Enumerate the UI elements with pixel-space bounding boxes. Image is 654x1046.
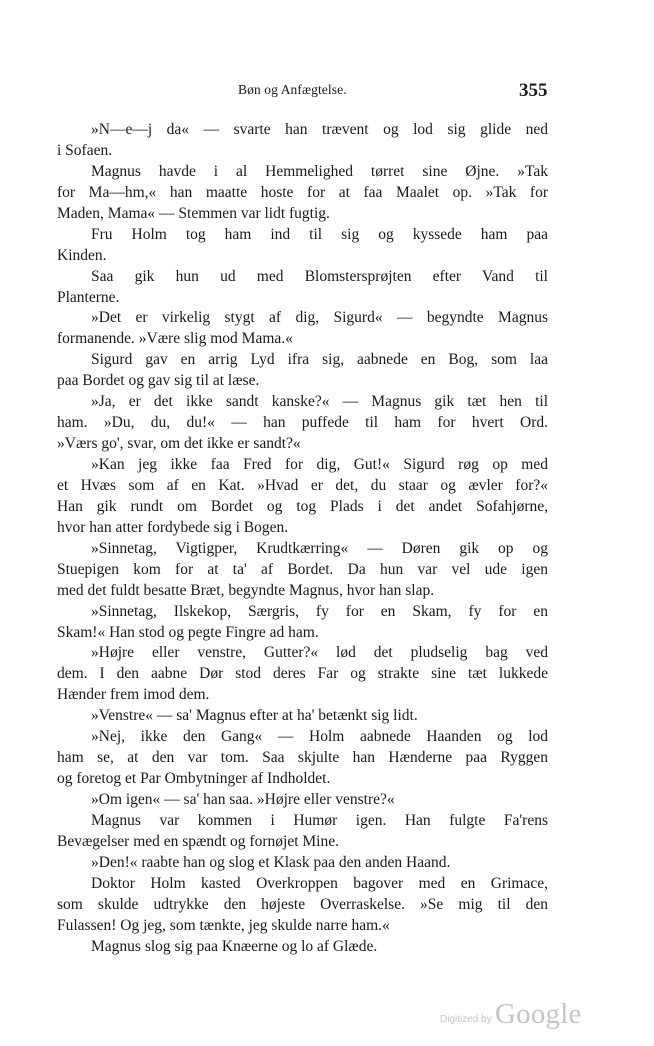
text-line: med det fuldt besatte Bræt, begyndte Magnus, hvor han slap. (57, 581, 435, 599)
text-line: hvor han atter fordybede sig i Bogen. (57, 518, 289, 536)
text-line: Sigurd gav en arrig Lyd ifra sig, aabnede en Bog, som laa (91, 351, 548, 369)
text-line: Planterne. (57, 288, 120, 306)
page-number: 355 (519, 80, 548, 101)
text-line: Fru Holm tog ham ind til sig og kyssede ham paa (91, 225, 548, 243)
text-line: Hænder frem imod dem. (57, 686, 210, 704)
text-line: Doktor Holm kasted Overkroppen bagover med en Grimace, (91, 874, 548, 892)
text-line: »Om igen« — sa' han saa. »Højre eller venstre?« (91, 791, 395, 808)
text-line: »Den!« raabte han og slog et Klask paa den anden Haand. (91, 853, 451, 871)
watermark-prefix: Digitized by (440, 1014, 492, 1025)
text-line: Skam!« Han stod og pegte Fingre ad ham. (57, 623, 319, 641)
text-line: Maden, Mama« — Stemmen var lidt fugtig. (57, 204, 330, 222)
page-header (0, 80, 654, 104)
text-line: »Sinnetag, Ilskekop, Særgris, fy for en Skam, fy for en (91, 602, 548, 620)
text-line: Magnus havde i al Hemmelighed tørret sine Øjne. »Tak (91, 162, 548, 180)
text-line: »N—e—j da« — svarte han trævent og lod sig glide ned (91, 121, 548, 138)
text-line: for Ma—hm,« han maatte hoste for at faa Maalet op. »Tak for (57, 183, 548, 201)
text-line: ham. »Du, du, du!« — han puffede til ham for hvert Ord. (57, 414, 548, 432)
text-line: »Venstre« — sa' Magnus efter at ha' betænkt sig lidt. (91, 707, 418, 725)
text-line: »Ja, er det ikke sandt kanske?« — Magnus gik tæt hen til (91, 393, 548, 411)
text-line: formanende. »Være slig mod Mama.« (57, 330, 293, 348)
text-line: Han gik rundt om Bordet og tog Plads i det andet Sofahjørne, (57, 497, 548, 515)
text-line: Kinden. (57, 246, 107, 264)
text-line: Bevægelser med en spændt og fornøjet Mine. (57, 832, 339, 850)
text-line: Saa gik hun ud med Blomstersprøjten efter Vand til (91, 267, 548, 285)
text-line: dem. I den aabne Dør stod deres Far og strakte sine tæt lukkede (57, 665, 548, 683)
text-line: paa Bordet og gav sig til at læse. (57, 372, 260, 390)
digitized-watermark (440, 998, 580, 1034)
text-line: »Højre eller venstre, Gutter?« lød det pludselig bag ved (91, 644, 548, 662)
text-line: »Kan jeg ikke faa Fred for dig, Gut!« Sigurd røg op med (91, 456, 548, 473)
text-line: som skulde udtrykke den højeste Overraskelse. »Se mig til den (57, 895, 548, 913)
text-line: »Sinnetag, Vigtigper, Krudtkærring« — Døren gik op og (91, 539, 548, 557)
running-title: Bøn og Anfægtelse. (238, 82, 347, 97)
text-line: »Nej, ikke den Gang« — Holm aabnede Haanden og lod (91, 728, 548, 746)
text-line: Fulassen! Og jeg, som tænkte, jeg skulde narre ham.« (57, 916, 390, 934)
text-line: og foretog et Par Ombytninger af Indholdet. (57, 770, 331, 788)
body-text (57, 120, 548, 958)
text-line: Stuepigen kom for at ta' af Bordet. Da hun var vel ude igen (57, 560, 548, 578)
text-line: i Sofaen. (57, 141, 113, 159)
text-line: ham se, at den var tom. Saa skjulte han Hænderne paa Ryggen (57, 749, 548, 767)
text-line: Magnus slog sig paa Knæerne og lo af Glæde. (91, 937, 378, 955)
text-line: »Det er virkelig stygt af dig, Sigurd« — begyndte Magnus (91, 309, 548, 327)
text-line: »Værs go', svar, om det ikke er sandt?« (57, 435, 301, 453)
text-line: Magnus var kommen i Humør igen. Han fulgte Fa'rens (91, 811, 548, 829)
google-logo: Google (495, 998, 582, 1030)
text-line: et Hvæs som af en Kat. »Hvad er det, du staar og ævler for?« (57, 476, 548, 494)
